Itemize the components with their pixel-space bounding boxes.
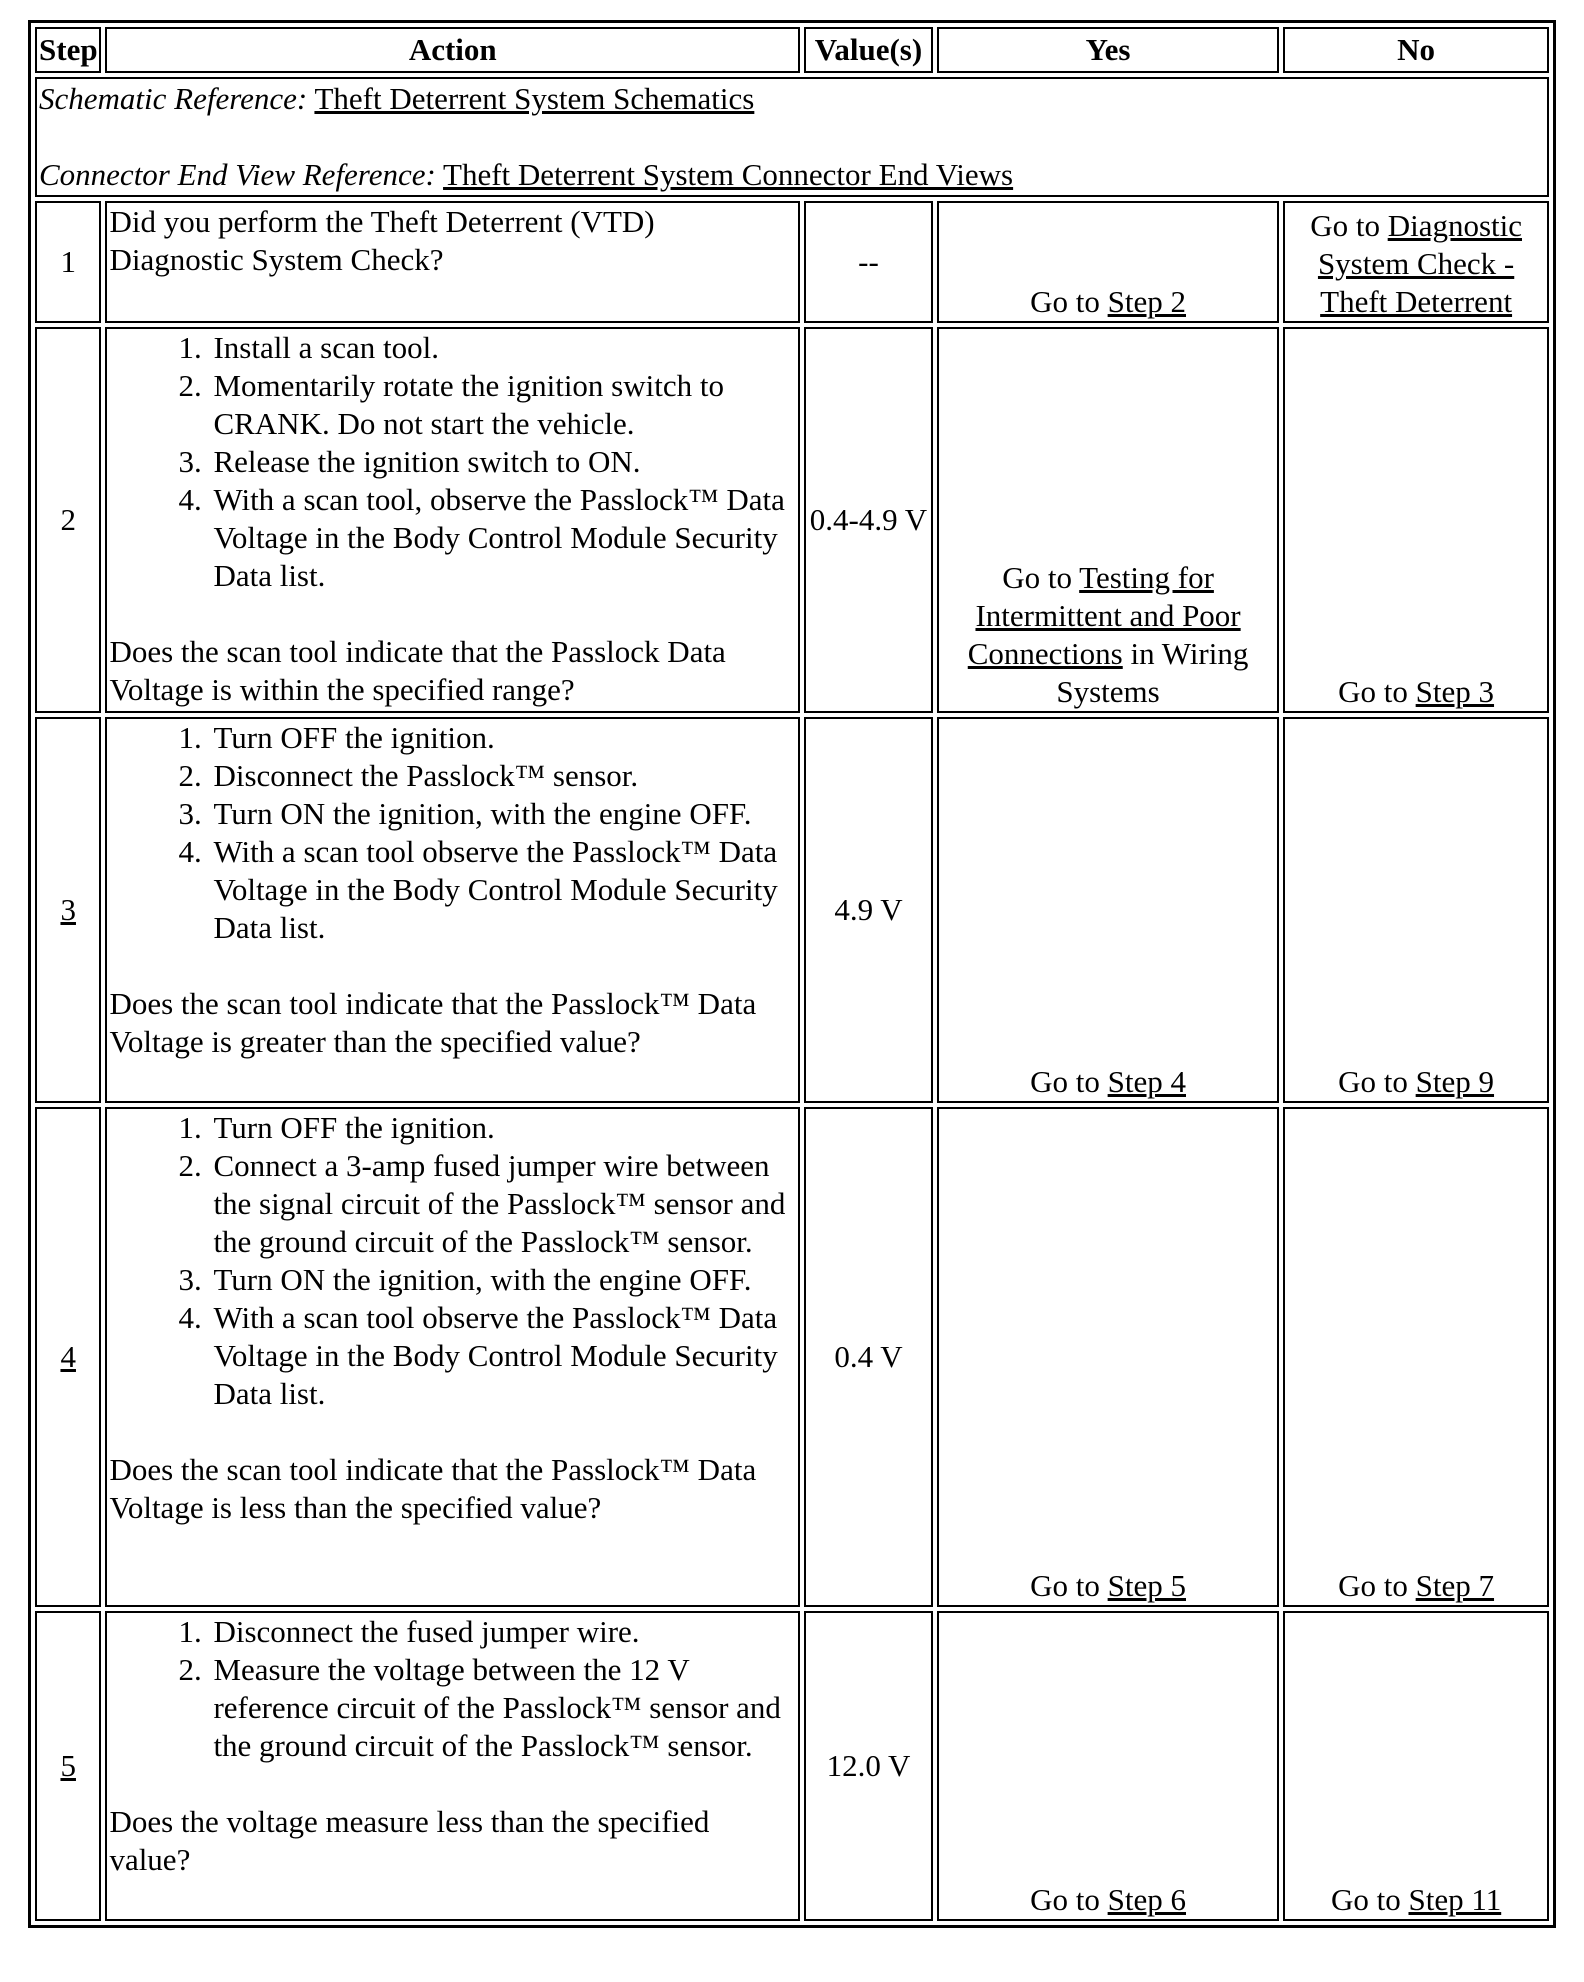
no-link[interactable]: Step 9 — [1415, 1064, 1495, 1099]
yes-prefix: Go to — [1030, 1568, 1108, 1603]
yes-suffix: in Wiring Systems — [1056, 636, 1249, 709]
table-row — [35, 1107, 1549, 1607]
action-question: Does the scan tool indicate that the Passlock™ Data Voltage is less than the specified value? — [109, 1452, 757, 1525]
yes-cell — [937, 717, 1279, 1103]
action-step-item: 3. Turn ON the ignition, with the engine OFF. — [209, 1261, 796, 1299]
action-step-item: 1. Turn OFF the ignition. — [209, 719, 796, 757]
step-number — [35, 717, 101, 1103]
no-prefix: Go to — [1338, 1568, 1416, 1603]
value-cell: 0.4 V — [804, 1107, 933, 1607]
action-step-item: 1. Install a scan tool. — [209, 329, 796, 367]
yes-cell — [937, 201, 1279, 323]
schematic-reference-label: Schematic Reference: — [39, 81, 308, 116]
action-question: Does the voltage measure less than the specified value? — [109, 1804, 710, 1877]
header-row — [35, 27, 1549, 73]
yes-prefix: Go to — [1002, 560, 1080, 595]
action-step-item: 3. Turn ON the ignition, with the engine OFF. — [209, 795, 796, 833]
yes-link[interactable]: Step 5 — [1107, 1568, 1186, 1603]
action-step-item: 4. With a scan tool, observe the Passlock™ Data Voltage in the Body Control Module Security Data list. — [209, 481, 796, 595]
yes-link[interactable]: Testing for Intermittent and Poor Connections — [967, 560, 1241, 671]
schematic-reference-link[interactable]: Theft Deterrent System Schematics — [314, 81, 755, 116]
schematic-reference — [39, 80, 1545, 118]
value-cell: -- — [804, 201, 933, 323]
step-link[interactable]: 5 — [60, 1748, 76, 1783]
table-row — [35, 1611, 1549, 1921]
action-question: Does the scan tool indicate that the Passlock Data Voltage is within the specified range? — [109, 634, 726, 707]
action-steps — [109, 1109, 796, 1413]
header-values: Value(s) — [804, 27, 933, 73]
no-prefix: Go to — [1338, 674, 1416, 709]
reference-row — [35, 77, 1549, 197]
table-row — [35, 717, 1549, 1103]
yes-link[interactable]: Step 6 — [1107, 1882, 1186, 1917]
step-number — [35, 1611, 101, 1921]
no-cell — [1283, 201, 1549, 323]
action-steps — [109, 719, 796, 947]
action-steps — [109, 329, 796, 595]
no-cell — [1283, 327, 1549, 713]
yes-cell — [937, 327, 1279, 713]
action-cell — [105, 1107, 800, 1607]
action-step-item: 3. Release the ignition switch to ON. — [209, 443, 796, 481]
yes-cell — [937, 1107, 1279, 1607]
no-link[interactable]: Diagnostic System Check - Theft Deterrent — [1317, 208, 1522, 319]
action-text: Did you perform the Theft Deterrent (VTD) Diagnostic System Check? — [109, 204, 655, 277]
step-link[interactable]: 4 — [60, 1339, 76, 1374]
action-step-item: 2. Measure the voltage between the 12 V reference circuit of the Passlock™ sensor and the ground circuit of the Passlock™ sensor. — [209, 1651, 796, 1765]
action-step-item: 4. With a scan tool observe the Passlock™ Data Voltage in the Body Control Module Security Data list. — [209, 1299, 796, 1413]
header-action: Action — [105, 27, 800, 73]
step-number — [35, 1107, 101, 1607]
value-cell: 12.0 V — [804, 1611, 933, 1921]
no-cell — [1283, 1107, 1549, 1607]
no-prefix: Go to — [1330, 1882, 1409, 1917]
action-step-item: 1. Disconnect the fused jumper wire. — [209, 1613, 796, 1651]
no-link[interactable]: Step 11 — [1408, 1882, 1502, 1917]
no-link[interactable]: Step 7 — [1415, 1568, 1495, 1603]
action-step-item: 1. Turn OFF the ignition. — [209, 1109, 796, 1147]
yes-cell — [937, 1611, 1279, 1921]
diagnostic-table — [28, 20, 1556, 1928]
yes-link[interactable]: Step 2 — [1107, 284, 1186, 319]
action-step-item: 2. Momentarily rotate the ignition switch to CRANK. Do not start the vehicle. — [209, 367, 796, 443]
no-cell — [1283, 717, 1549, 1103]
yes-prefix: Go to — [1030, 1882, 1108, 1917]
connector-reference-link[interactable]: Theft Deterrent System Connector End Views — [443, 157, 1014, 192]
action-question: Does the scan tool indicate that the Passlock™ Data Voltage is greater than the specified value? — [109, 986, 757, 1059]
no-prefix: Go to — [1338, 1064, 1416, 1099]
no-link[interactable]: Step 3 — [1415, 674, 1495, 709]
header-step: Step — [35, 27, 101, 73]
yes-prefix: Go to — [1030, 1064, 1108, 1099]
step-number: 2 — [35, 327, 101, 713]
action-step-item: 2. Connect a 3-amp fused jumper wire between the signal circuit of the Passlock™ sensor and the ground circuit of the Passlock™ sensor. — [209, 1147, 796, 1261]
connector-reference-label: Connector End View Reference: — [39, 157, 436, 192]
action-step-item: 4. With a scan tool observe the Passlock™ Data Voltage in the Body Control Module Security Data list. — [209, 833, 796, 947]
table-row — [35, 327, 1549, 713]
yes-link[interactable]: Step 4 — [1107, 1064, 1186, 1099]
action-cell — [105, 201, 800, 323]
yes-prefix: Go to — [1030, 284, 1108, 319]
value-cell: 4.9 V — [804, 717, 933, 1103]
step-link[interactable]: 3 — [60, 892, 76, 927]
page — [28, 20, 1556, 1928]
connector-reference — [39, 156, 1545, 194]
no-prefix: Go to — [1310, 208, 1388, 243]
action-cell — [105, 1611, 800, 1921]
value-cell: 0.4-4.9 V — [804, 327, 933, 713]
table-row — [35, 201, 1549, 323]
action-steps — [109, 1613, 796, 1765]
action-cell — [105, 327, 800, 713]
step-number: 1 — [35, 201, 101, 323]
action-step-item: 2. Disconnect the Passlock™ sensor. — [209, 757, 796, 795]
header-no: No — [1283, 27, 1549, 73]
action-cell — [105, 717, 800, 1103]
no-cell — [1283, 1611, 1549, 1921]
reference-cell — [35, 77, 1549, 197]
header-yes: Yes — [937, 27, 1279, 73]
